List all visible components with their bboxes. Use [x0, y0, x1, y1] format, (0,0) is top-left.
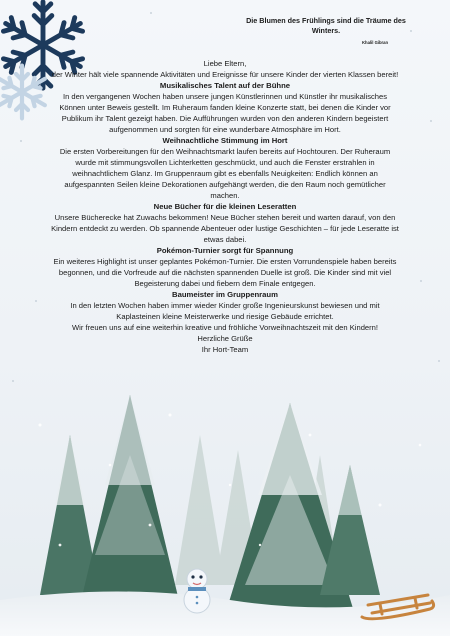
signature-text: Ihr Hort-Team — [201, 345, 249, 354]
section-heading: Baumeister im Gruppenraum — [172, 290, 278, 299]
snowman-icon — [184, 569, 210, 613]
section-body: In den vergangenen Wochen haben unsere jungen Künstlerinnen und Künstler ihr musikalisches Können unter Beweis gestellt. Im Ruheraum fanden kleine Konzerte statt, bei denen die Kinder vor Publikum ihr Talent gezeigt haben. Die Aufführungen wurden von den anderen Kindern begeistert aufgenommen und sorgten für eine wunderbare Atmosphäre im Hort. — [59, 92, 391, 134]
section-heading: Neue Bücher für die kleinen Leseratten — [153, 202, 297, 211]
quote-author: Khalil Gibran — [362, 40, 389, 45]
section-heading: Weihnachtliche Stimmung im Hort — [162, 136, 288, 145]
section-heading: Pokémon-Turnier sorgt für Spannung — [156, 246, 294, 255]
section-heading: Musikalisches Talent auf der Bühne — [159, 81, 291, 90]
tree-left-large-icon — [80, 395, 180, 619]
section-body: Die ersten Vorbereitungen für den Weihnachtsmarkt laufen bereits auf Hochtouren. Der Ruheraum wurde mit stimmungsvollen Lichterketten geschmückt, und auch die Fenster erstrahlen in weihnachtlichem Glanz. Im Gruppenraum gibt es ebenfalls Neuigkeiten: Endlich können an aufgespannten Seilen kleine Dekorationen aufgehängt werden, die den Raum noch gemütlicher machen. — [59, 147, 391, 200]
closing-text: Wir freuen uns auf eine weiterhin kreative und fröhliche Vorweihnachtszeit mit den Kindern! — [71, 323, 379, 332]
section-body: In den letzten Wochen haben immer wieder Kinder große Ingenieurskunst bewiesen und mit Kaplasteinen kleine Meisterwerke und riesige Gebäude errichtet. — [70, 301, 380, 321]
quote-text: Die Blumen des Frühlings sind die Träume des Winters. — [246, 16, 406, 35]
greeting: Liebe Eltern, — [203, 59, 247, 68]
section-body: Unsere Bücherecke hat Zuwachs bekommen! Neue Bücher stehen bereit und warten darauf, von den Kindern entdeckt zu werden. Ob spannende Abenteuer oder lustige Geschichten – für jede Leseratte ist etwas dabei. — [51, 213, 399, 244]
section-body: Ein weiteres Highlight ist unser geplantes Pokémon-Turnier. Die ersten Vorrundenspiele haben bereits begonnen, und die Vorfreude auf die nächsten spannenden Duelle ist groß. Die Kinder sind mit viel Begeisterung dabei und fiebern dem Finale entgegen. — [53, 257, 397, 288]
snowflake-light-icon — [0, 62, 52, 122]
newsletter-body — [50, 58, 400, 355]
regards-text: Herzliche Grüße — [197, 334, 253, 343]
winter-forest-illustration — [0, 395, 450, 636]
intro-text: der Winter hält viele spannende Aktivitäten und Ereignisse für unsere Kinder der vierten Klassen bereit! — [51, 70, 399, 79]
